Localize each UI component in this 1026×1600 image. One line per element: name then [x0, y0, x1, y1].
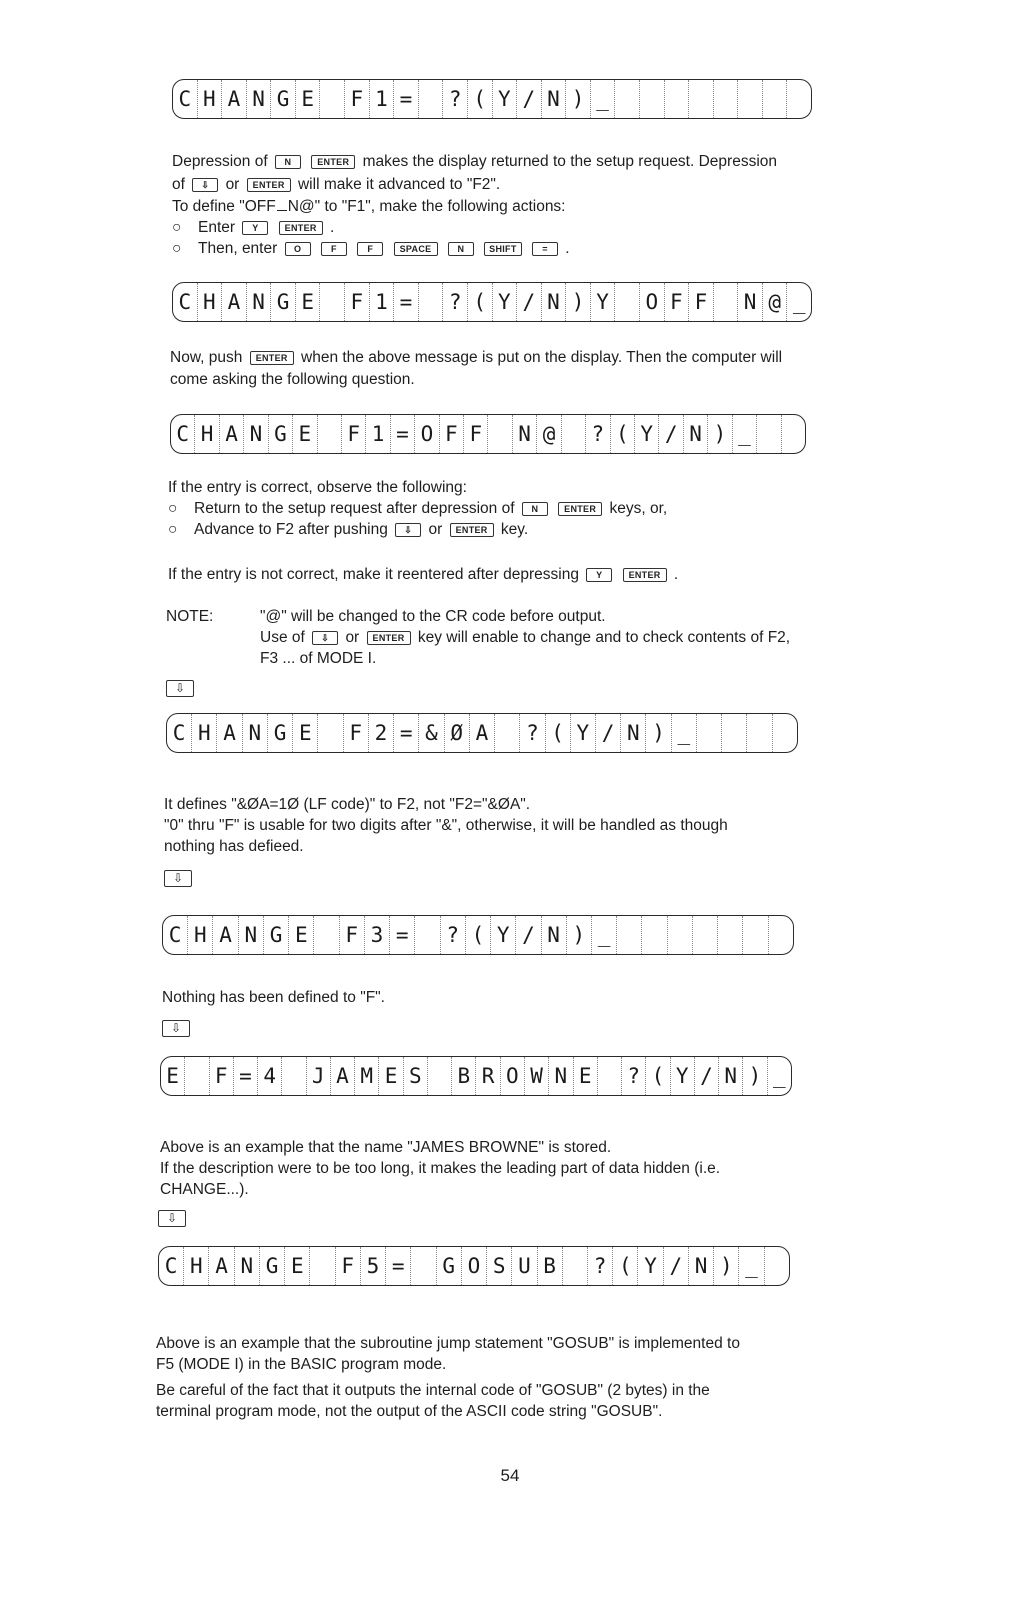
- lcd-cell: R: [476, 1057, 500, 1095]
- lcd-cell: [488, 415, 512, 453]
- text-p7: If the entry is not correct, make it reentered after depressing Y ENTER .: [168, 566, 679, 583]
- text-p8: It defines "&ØA=1Ø (LF code)" to F2, not "F2="&ØA".: [164, 796, 531, 813]
- lcd-cell: ): [714, 1247, 739, 1285]
- lcd-cell: [563, 1247, 588, 1285]
- lcd-cell: Ø: [445, 714, 470, 752]
- lcd-cell: A: [220, 415, 244, 453]
- text-p1: [172, 152, 777, 171]
- lcd-cell: =: [394, 714, 419, 752]
- key-y: Y: [242, 221, 268, 235]
- lcd-cell: [318, 415, 342, 453]
- lcd-cell: [411, 1247, 436, 1285]
- lcd-cell: H: [192, 714, 217, 752]
- text-b4a: Advance to F2 after pushing: [194, 521, 388, 538]
- key-down-arrow-icon: ⇩: [312, 631, 338, 645]
- lcd-cell: ?: [443, 283, 468, 321]
- lcd-cell: Y: [493, 80, 518, 118]
- text-p1b: makes the display returned to the setup request. Depression: [362, 153, 778, 170]
- lcd-cell: [773, 714, 797, 752]
- lcd-cell: [689, 80, 714, 118]
- lcd-cell: =: [394, 283, 419, 321]
- lcd-cell: Y: [635, 415, 659, 453]
- lcd-cell: _: [672, 714, 697, 752]
- lcd-cell: /: [659, 415, 683, 453]
- lcd-cell: [668, 916, 693, 954]
- key-equals: =: [532, 242, 558, 256]
- lcd-cell: [598, 1057, 622, 1095]
- lcd-cell: _: [591, 80, 616, 118]
- lcd-cell: (: [466, 916, 491, 954]
- note-label: NOTE:: [166, 608, 214, 625]
- lcd-cell: Y: [493, 283, 518, 321]
- bullet-3: [168, 499, 667, 518]
- key-n: N: [448, 242, 474, 256]
- lcd-cell: E: [296, 283, 321, 321]
- lcd-cell: ): [708, 415, 732, 453]
- lcd-cell: [743, 916, 768, 954]
- lcd-cell: =: [394, 80, 419, 118]
- bullet-icon: ○: [168, 521, 178, 538]
- lcd-cell: N: [247, 283, 272, 321]
- lcd-cell: Y: [671, 1057, 695, 1095]
- lcd-cell: A: [209, 1247, 234, 1285]
- lcd-cell: 1: [370, 283, 395, 321]
- lcd-cell: A: [222, 80, 247, 118]
- lcd-cell: ): [567, 916, 592, 954]
- bullet-icon: ○: [172, 219, 182, 236]
- lcd-cell: G: [260, 1247, 285, 1285]
- note-line-3: F3 ... of MODE I.: [260, 650, 377, 667]
- lcd-cell: (: [468, 283, 493, 321]
- bullet-icon: ○: [172, 240, 182, 257]
- lcd-cell: [314, 916, 339, 954]
- bullet-4: [168, 520, 528, 539]
- lcd-cell: C: [159, 1247, 184, 1285]
- lcd-cell: [769, 916, 793, 954]
- text-p13: If the description were to be too long, it makes the leading part of data hidden (i.e.: [160, 1160, 721, 1177]
- lcd-cell: [747, 714, 772, 752]
- lcd-cell: [615, 283, 640, 321]
- lcd-cell: A: [331, 1057, 355, 1095]
- key-n: N: [275, 155, 301, 169]
- lcd-cell: [697, 714, 722, 752]
- key-enter: ENTER: [247, 178, 291, 192]
- lcd-cell: [185, 1057, 209, 1095]
- lcd-cell: H: [195, 415, 219, 453]
- text-p12: Above is an example that the name "JAMES BROWNE" is stored.: [160, 1139, 612, 1156]
- lcd-cell: E: [289, 916, 314, 954]
- text-p14: CHANGE...).: [160, 1181, 249, 1198]
- text-p7a: If the entry is not correct, make it reentered after depressing: [168, 566, 579, 583]
- lcd-cell: /: [517, 283, 542, 321]
- lcd-cell: ?: [588, 1247, 613, 1285]
- lcd-cell: F: [665, 283, 690, 321]
- text-p10: nothing has defieed.: [164, 838, 304, 855]
- note-text-2c: key will enable to change and to check contents of F2,: [417, 629, 791, 646]
- lcd-cell: C: [173, 80, 198, 118]
- key-down-arrow-icon: ⇩: [192, 178, 218, 192]
- key-n: N: [522, 502, 548, 516]
- key-y: Y: [586, 568, 612, 582]
- lcd-cell: ): [566, 283, 591, 321]
- bullet-2: ○ Then, enter O F F SPACE N SHIFT = .: [172, 240, 570, 257]
- lcd-cell: @: [537, 415, 561, 453]
- lcd-cell: 2: [369, 714, 394, 752]
- lcd-cell: /: [517, 80, 542, 118]
- lcd-cell: ?: [520, 714, 545, 752]
- lcd-cell: A: [222, 283, 247, 321]
- lcd-cell: G: [437, 1247, 462, 1285]
- lcd-cell: E: [574, 1057, 598, 1095]
- lcd-cell: [738, 80, 763, 118]
- text-b4c: key.: [500, 521, 529, 538]
- text-p17: Be careful of the fact that it outputs the internal code of "GOSUB" (2 bytes) in the: [156, 1382, 710, 1399]
- key-shift: SHIFT: [484, 242, 522, 256]
- lcd-cell: [310, 1247, 335, 1285]
- lcd-cell: H: [188, 916, 213, 954]
- lcd-cell: N: [684, 415, 708, 453]
- lcd-cell: [693, 916, 718, 954]
- lcd-cell: [640, 80, 665, 118]
- lcd-cell: F: [440, 415, 464, 453]
- text-b3b: keys, or,: [609, 500, 668, 517]
- bullet-icon: ○: [168, 500, 178, 517]
- lcd-cell: [782, 415, 805, 453]
- lcd-display-3: [170, 414, 806, 454]
- lcd-cell: [787, 80, 811, 118]
- lcd-cell: [757, 415, 781, 453]
- lcd-cell: N: [542, 916, 567, 954]
- text-p4a: Now, push: [170, 349, 243, 366]
- lcd-cell: A: [213, 916, 238, 954]
- bullet-1: ○ Enter Y ENTER .: [172, 219, 335, 236]
- lcd-cell: _: [739, 1247, 764, 1285]
- lcd-cell: C: [163, 916, 188, 954]
- text-p1a: Depression of: [172, 153, 268, 170]
- lcd-cell: A: [470, 714, 495, 752]
- text-p2: [172, 175, 500, 194]
- lcd-cell: =: [390, 916, 415, 954]
- lcd-cell: C: [167, 714, 192, 752]
- lcd-cell: [714, 80, 739, 118]
- down-arrow-key-icon: ⇩: [164, 870, 192, 887]
- text-b4b: or: [428, 521, 443, 538]
- lcd-cell: B: [538, 1247, 563, 1285]
- note-text-2a: Use of: [260, 629, 305, 646]
- lcd-cell: [642, 916, 667, 954]
- lcd-cell: M: [355, 1057, 379, 1095]
- text-p4: [170, 348, 782, 367]
- text-p4b: when the above message is put on the display. Then the computer will: [301, 349, 783, 366]
- lcd-cell: (: [546, 714, 571, 752]
- text-p16: F5 (MODE I) in the BASIC program mode.: [156, 1356, 447, 1373]
- lcd-cell: 1: [366, 415, 390, 453]
- lcd-cell: _: [772, 1064, 786, 1088]
- key-enter: ENTER: [311, 155, 355, 169]
- lcd-cell: N: [542, 283, 567, 321]
- lcd-cell: G: [268, 714, 293, 752]
- lcd-cell: A: [217, 714, 242, 752]
- lcd-cell: [665, 80, 690, 118]
- key-enter: ENTER: [279, 221, 323, 235]
- lcd-cell: F: [464, 415, 488, 453]
- lcd-cell: E: [379, 1057, 403, 1095]
- lcd-cell: G: [264, 916, 289, 954]
- lcd-cell: F: [210, 1057, 234, 1095]
- lcd-cell: F: [345, 80, 370, 118]
- lcd-cell: O: [501, 1057, 525, 1095]
- lcd-cell: 4: [258, 1057, 282, 1095]
- key-enter: ENTER: [250, 351, 294, 365]
- lcd-cell: F: [689, 283, 714, 321]
- lcd-cell: @: [763, 283, 788, 321]
- lcd-cell: H: [198, 80, 223, 118]
- lcd-cell: (: [611, 415, 635, 453]
- lcd-cell: N: [542, 80, 567, 118]
- key-o: O: [285, 242, 311, 256]
- key-f: F: [357, 242, 383, 256]
- lcd-cell: E: [293, 714, 318, 752]
- lcd-cell: [318, 714, 343, 752]
- lcd-cell: H: [184, 1247, 209, 1285]
- lcd-cell: N: [549, 1057, 573, 1095]
- note-line-1: [166, 607, 606, 626]
- lcd-cell: F: [340, 916, 365, 954]
- lcd-cell: 1: [370, 80, 395, 118]
- lcd-cell: [763, 80, 788, 118]
- lcd-cell: N: [719, 1057, 743, 1095]
- lcd-cell: [320, 283, 345, 321]
- lcd-cell: [415, 916, 440, 954]
- lcd-cell: Y: [491, 916, 516, 954]
- key-enter: ENTER: [623, 568, 667, 582]
- lcd-cell: F: [336, 1247, 361, 1285]
- lcd-cell: Y: [571, 714, 596, 752]
- lcd-cell: [419, 80, 444, 118]
- lcd-cell: O: [415, 415, 439, 453]
- lcd-cell: =: [234, 1057, 258, 1095]
- lcd-cell: N: [738, 283, 763, 321]
- lcd-cell: ?: [441, 916, 466, 954]
- lcd-cell: Y: [638, 1247, 663, 1285]
- key-f: F: [321, 242, 347, 256]
- page-number: 54: [500, 1466, 520, 1485]
- text-b3a: Return to the setup request after depression of: [194, 500, 515, 517]
- lcd-cell: /: [596, 714, 621, 752]
- text-p11: Nothing has been defined to "F".: [162, 989, 385, 1006]
- lcd-cell: F: [344, 714, 369, 752]
- lcd-cell: ): [566, 80, 591, 118]
- lcd-cell: [282, 1057, 306, 1095]
- lcd-cell: O: [640, 283, 665, 321]
- lcd-cell: (: [613, 1247, 638, 1285]
- lcd-cell: _: [592, 916, 617, 954]
- lcd-cell: &: [419, 714, 444, 752]
- lcd-cell: B: [452, 1057, 476, 1095]
- down-arrow-key-icon: ⇩: [162, 1020, 190, 1037]
- lcd-cell: [562, 415, 586, 453]
- lcd-cell: N: [513, 415, 537, 453]
- lcd-display-7: [158, 1246, 790, 1286]
- lcd-cell: G: [269, 415, 293, 453]
- lcd-display-1: [172, 79, 812, 119]
- lcd-cell: N: [239, 916, 264, 954]
- lcd-cell: [495, 714, 520, 752]
- lcd-cell: ?: [622, 1057, 646, 1095]
- lcd-cell: _: [792, 290, 806, 314]
- lcd-cell: [722, 714, 747, 752]
- lcd-cell: /: [516, 916, 541, 954]
- lcd-cell: U: [512, 1247, 537, 1285]
- key-down-arrow-icon: ⇩: [395, 523, 421, 537]
- lcd-cell: E: [285, 1247, 310, 1285]
- lcd-cell: /: [695, 1057, 719, 1095]
- text-p6: If the entry is correct, observe the following:: [168, 479, 467, 496]
- lcd-cell: /: [664, 1247, 689, 1285]
- lcd-cell: =: [386, 1247, 411, 1285]
- text-p5: come asking the following question.: [170, 371, 415, 388]
- lcd-cell: O: [462, 1247, 487, 1285]
- text-p3a: To define "OFF: [172, 198, 276, 215]
- lcd-cell: C: [171, 415, 195, 453]
- lcd-cell: E: [296, 80, 321, 118]
- key-space: SPACE: [394, 242, 438, 256]
- lcd-cell: N: [243, 714, 268, 752]
- lcd-cell: ): [743, 1057, 767, 1095]
- down-arrow-key-icon: ⇩: [166, 680, 194, 697]
- lcd-cell: [615, 80, 640, 118]
- lcd-cell: ?: [443, 80, 468, 118]
- text-p3: [172, 197, 566, 216]
- text-p3b: N@" to "F1", make the following actions:: [287, 198, 566, 215]
- key-enter: ENTER: [367, 631, 411, 645]
- text-p18: terminal program mode, not the output of the ASCII code string "GOSUB".: [156, 1403, 663, 1420]
- lcd-cell: N: [235, 1247, 260, 1285]
- lcd-cell: _: [733, 415, 757, 453]
- lcd-cell: S: [404, 1057, 428, 1095]
- lcd-display-4: [166, 713, 798, 753]
- note-text-1: "@" will be changed to the CR code before output.: [260, 608, 606, 625]
- lcd-cell: [617, 916, 642, 954]
- key-enter: ENTER: [558, 502, 602, 516]
- note-text-2b: or: [345, 629, 360, 646]
- lcd-cell: F: [345, 283, 370, 321]
- key-enter: ENTER: [450, 523, 494, 537]
- lcd-cell: =: [391, 415, 415, 453]
- lcd-cell: N: [689, 1247, 714, 1285]
- space-mark: [277, 210, 287, 211]
- lcd-cell: [765, 1247, 789, 1285]
- lcd-cell: G: [271, 80, 296, 118]
- text-p2c: will make it advanced to "F2".: [297, 176, 501, 193]
- lcd-display-6: [160, 1056, 792, 1096]
- text-b2: Then, enter: [198, 240, 278, 257]
- lcd-cell: ?: [586, 415, 610, 453]
- text-p2a: of: [172, 176, 185, 193]
- lcd-cell: C: [173, 283, 198, 321]
- lcd-cell: G: [271, 283, 296, 321]
- lcd-cell: [428, 1057, 452, 1095]
- text-p2b: or: [225, 176, 240, 193]
- lcd-display-5: [162, 915, 794, 955]
- lcd-cell: [714, 283, 739, 321]
- text-p9: "0" thru "F" is usable for two digits after "&", otherwise, it will be handled as though: [164, 817, 728, 834]
- lcd-cell: S: [487, 1247, 512, 1285]
- lcd-cell: W: [525, 1057, 549, 1095]
- down-arrow-key-icon: ⇩: [158, 1210, 186, 1227]
- lcd-cell: N: [244, 415, 268, 453]
- lcd-cell: E: [293, 415, 317, 453]
- lcd-cell: J: [307, 1057, 331, 1095]
- note-line-2: [260, 628, 790, 647]
- lcd-cell: 3: [365, 916, 390, 954]
- lcd-cell: [320, 80, 345, 118]
- text-p15: Above is an example that the subroutine jump statement "GOSUB" is implemented to: [156, 1335, 740, 1352]
- lcd-cell: [718, 916, 743, 954]
- lcd-cell: N: [247, 80, 272, 118]
- lcd-cell: [419, 283, 444, 321]
- lcd-cell: Y: [591, 283, 616, 321]
- text-b1: Enter: [198, 219, 236, 236]
- lcd-cell: F: [342, 415, 366, 453]
- lcd-cell: H: [198, 283, 223, 321]
- lcd-cell: 5: [361, 1247, 386, 1285]
- lcd-cell: (: [468, 80, 493, 118]
- lcd-cell: E: [161, 1057, 185, 1095]
- lcd-cell: N: [621, 714, 646, 752]
- lcd-display-2: [172, 282, 812, 322]
- lcd-cell: (: [646, 1057, 670, 1095]
- lcd-cell: ): [646, 714, 671, 752]
